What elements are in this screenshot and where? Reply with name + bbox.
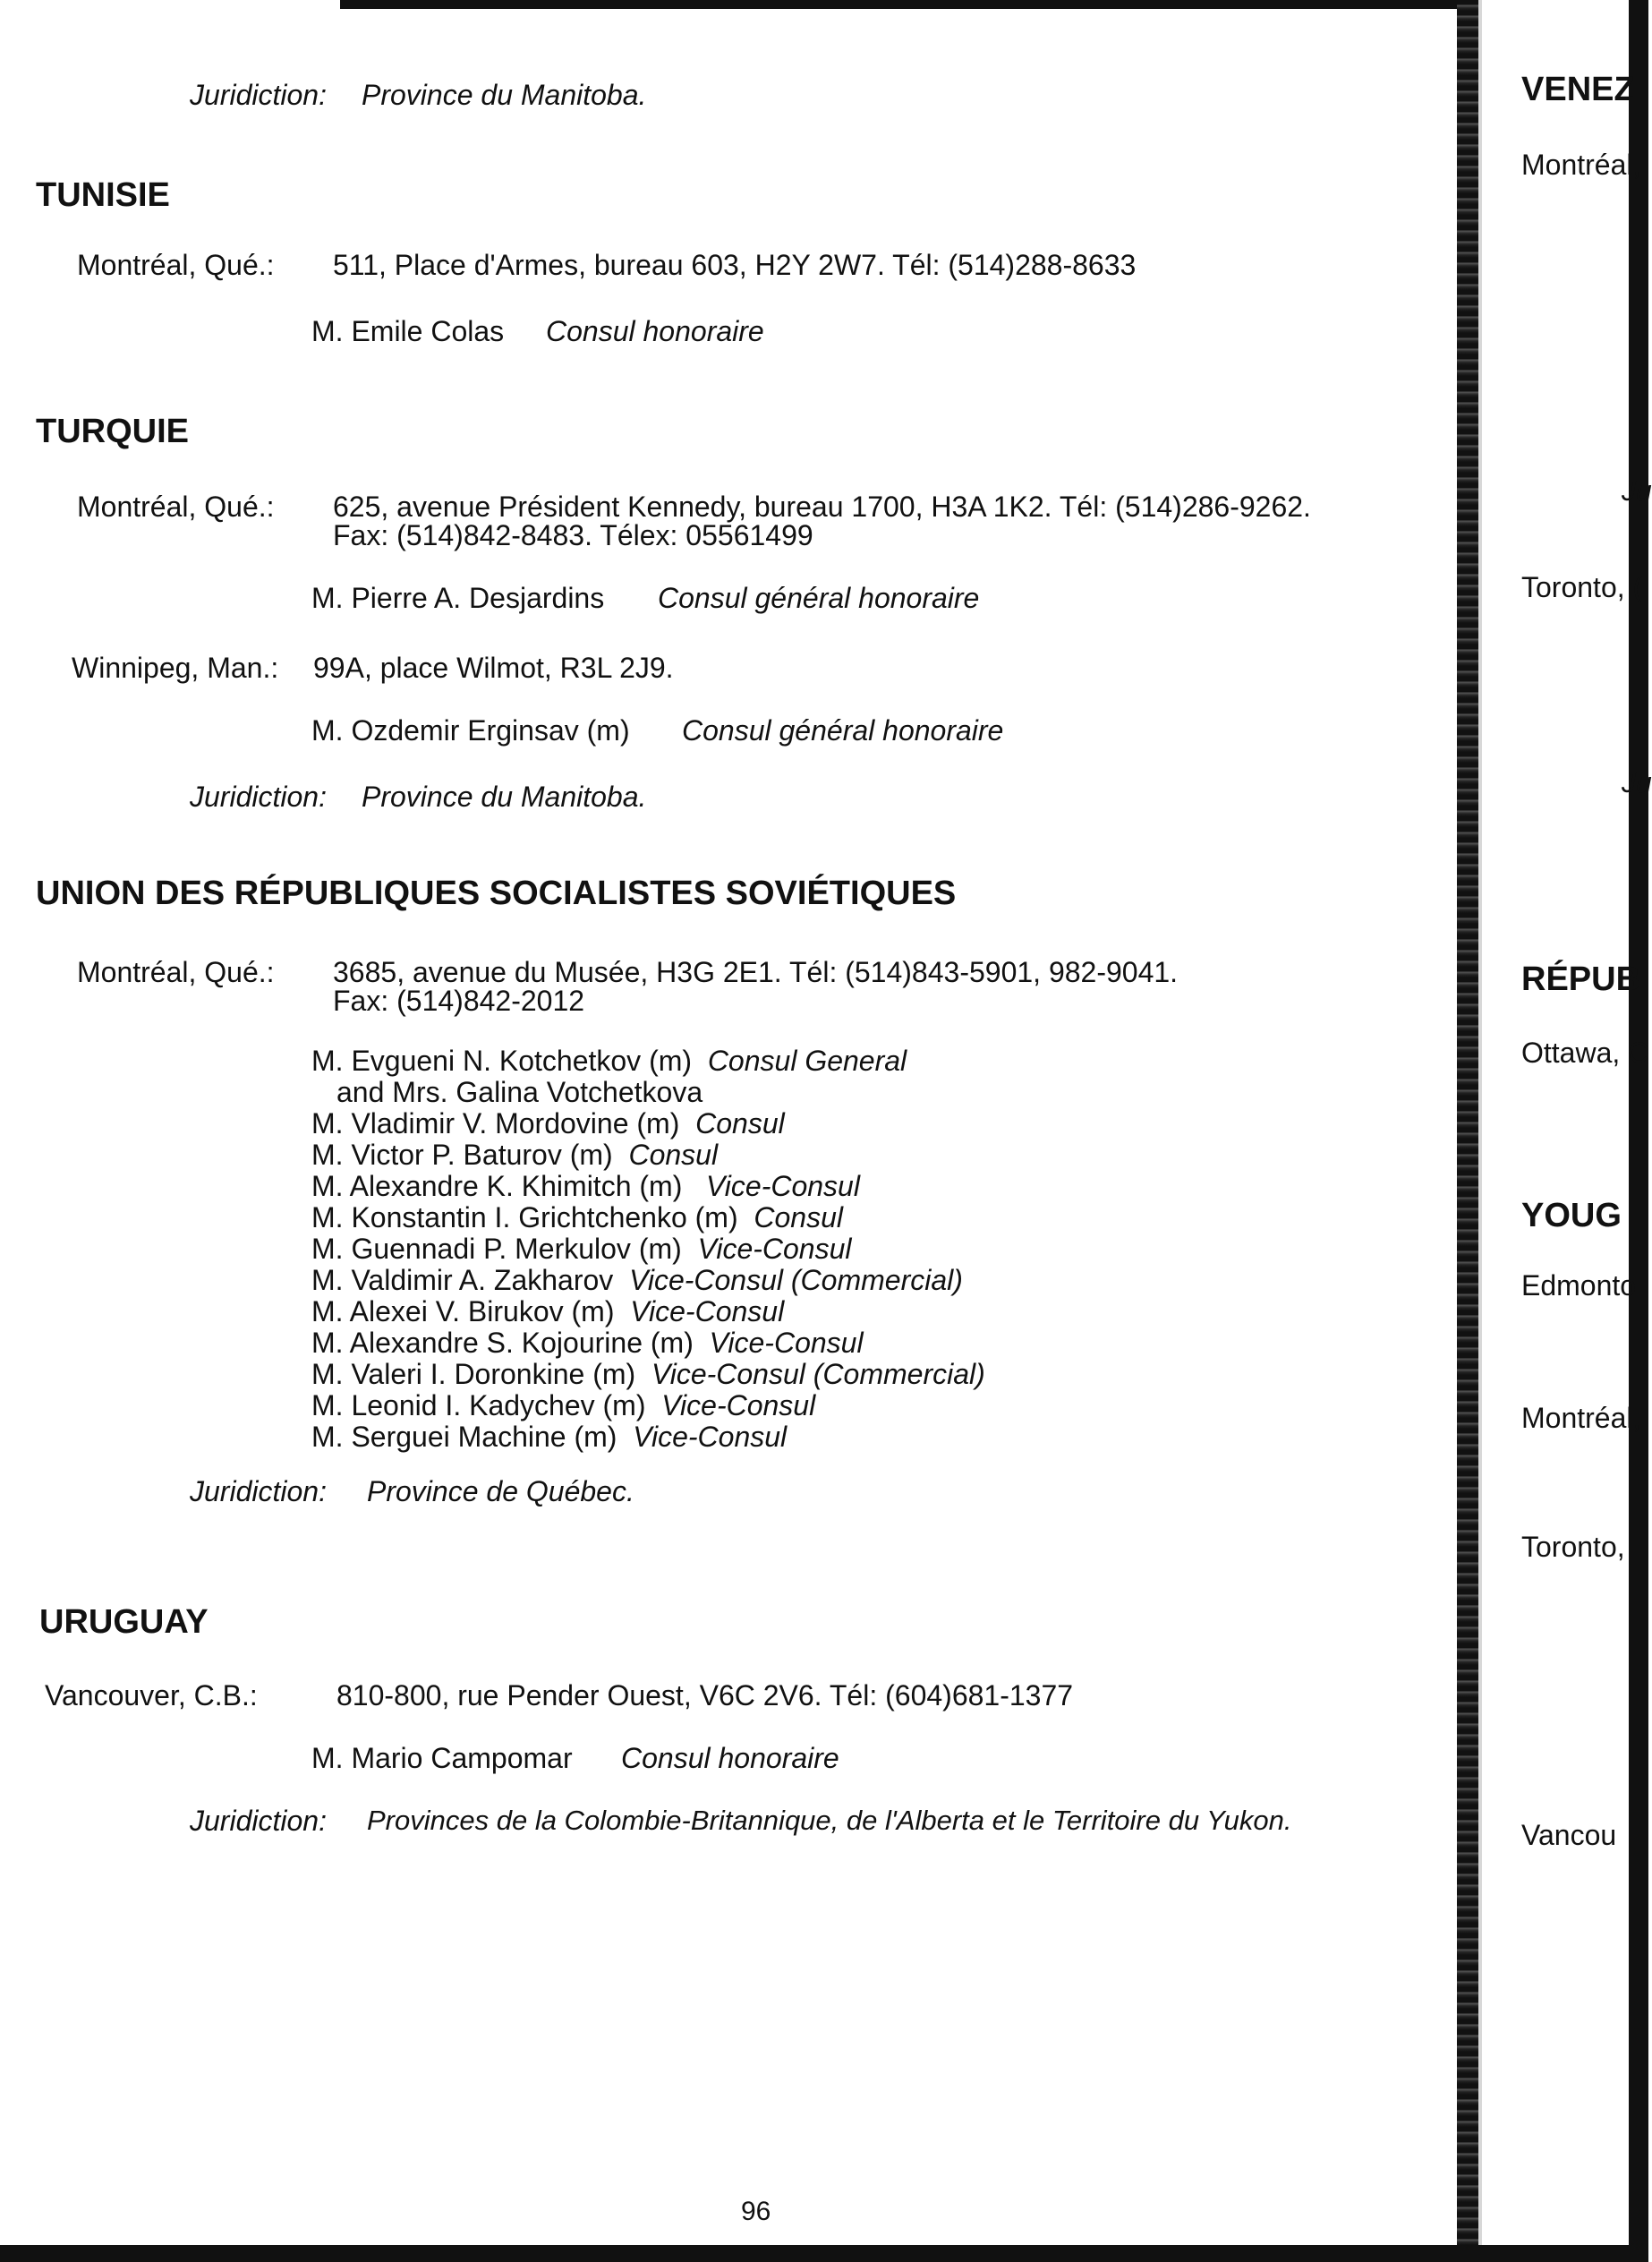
staff-row [311, 1202, 985, 1233]
staff-row [311, 1327, 985, 1359]
staff-title: Vice-Consul [633, 1421, 788, 1453]
right-city-fragment: Toronto, ( [1521, 571, 1643, 603]
person-title: Consul honoraire [621, 1742, 839, 1774]
staff-name: M. Leonid I. Kadychev (m) [311, 1389, 646, 1421]
person-name: M. Mario Campomar [311, 1742, 573, 1774]
office-address-line2: Fax: (514)842-2012 [333, 985, 585, 1017]
staff-title: Vice-Consul [697, 1233, 852, 1265]
staff-row [311, 1421, 985, 1453]
jurisdiction-value: Provinces de la Colombie-Britannique, de l'Alberta et le Territoire du Yukon. [367, 1805, 1292, 1836]
staff-title: Vice-Consul [661, 1389, 816, 1421]
staff-title: Consul General [707, 1045, 907, 1077]
jurisdiction-value: Province de Québec. [367, 1475, 634, 1507]
right-city-fragment: Montréal, [1521, 149, 1641, 181]
staff-row [311, 1171, 985, 1202]
staff-name: M. Alexei V. Birukov (m) [311, 1295, 615, 1327]
staff-row [311, 1390, 985, 1421]
heading-urss: UNION DES RÉPUBLIQUES SOCIALISTES SOVIÉTIQUES [36, 875, 957, 912]
staff-title: Vice-Consul (Commercial) [651, 1358, 985, 1390]
staff-row [311, 1359, 985, 1390]
person-title: Consul honoraire [546, 315, 764, 347]
jurisdiction-label: Juridiction: [190, 1805, 327, 1837]
right-city-fragment: Ottawa, C [1521, 1037, 1649, 1069]
staff-name: M. Alexandre K. Khimitch (m) [311, 1170, 683, 1202]
person-title: Consul général honoraire [658, 582, 980, 614]
right-city-fragment: Edmonto [1521, 1269, 1637, 1302]
right-heading-fragment: RÉPUB [1521, 960, 1641, 998]
person-name: M. Ozdemir Erginsav (m) [311, 714, 630, 747]
right-city-fragment: Montréal, [1521, 1402, 1641, 1434]
staff-row [311, 1140, 985, 1171]
office-city: Montréal, Qué.: [77, 491, 275, 523]
staff-name: M. Alexandre S. Kojourine (m) [311, 1327, 694, 1359]
staff-name: M. Vladimir V. Mordovine (m) [311, 1107, 680, 1140]
office-address: 99A, place Wilmot, R3L 2J9. [313, 652, 674, 684]
scan-right-edge [1629, 0, 1648, 2262]
staff-name: M. Konstantin I. Grichtchenko (m) [311, 1201, 738, 1233]
office-address: 3685, avenue du Musée, H3G 2E1. Tél: (514)843-5901, 982-9041. [333, 956, 1179, 988]
staff-name: M. Valeri I. Doronkine (m) [311, 1358, 636, 1390]
staff-row [311, 1077, 985, 1108]
staff-name: M. Evgueni N. Kotchetkov (m) [311, 1045, 693, 1077]
staff-title: Vice-Consul [706, 1170, 860, 1202]
staff-row [311, 1296, 985, 1327]
staff-title: Consul [695, 1107, 785, 1140]
heading-turquie: TURQUIE [36, 413, 189, 450]
page-number: 96 [741, 2197, 771, 2226]
jurisdiction-label: Juridiction: [190, 781, 327, 813]
office-address: 625, avenue Président Kennedy, bureau 1700, H3A 1K2. Tél: (514)286-9262. [333, 491, 1311, 523]
scan-bottom-edge [0, 2245, 1648, 2262]
staff-row [311, 1108, 985, 1140]
jurisdiction-label: Juridiction: [190, 79, 327, 111]
staff-title: Consul [754, 1201, 843, 1233]
person-title: Consul général honoraire [682, 714, 1004, 747]
staff-title: Vice-Consul [630, 1295, 785, 1327]
staff-name: M. Victor P. Baturov (m) [311, 1139, 613, 1171]
office-city: Winnipeg, Man.: [72, 652, 279, 684]
office-city: Montréal, Qué.: [77, 956, 275, 988]
right-jurisdiction-fragment: Ju [1622, 474, 1652, 507]
scan-top-edge [340, 0, 1477, 9]
jurisdiction-value: Province du Manitoba. [362, 781, 647, 813]
office-address-line2: Fax: (514)842-8483. Télex: 05561499 [333, 519, 813, 551]
staff-name: M. Serguei Machine (m) [311, 1421, 617, 1453]
staff-title: Consul [628, 1139, 719, 1171]
right-city-fragment: Vancou [1521, 1819, 1617, 1851]
staff-list [311, 1046, 985, 1453]
heading-uruguay: URUGUAY [39, 1603, 209, 1641]
office-address: 810-800, rue Pender Ouest, V6C 2V6. Tél: (604)681-1377 [336, 1679, 1074, 1711]
right-jurisdiction-fragment: Ju [1622, 766, 1652, 798]
jurisdiction-value: Province du Manitoba. [362, 79, 647, 111]
staff-row [311, 1265, 985, 1296]
staff-row [311, 1046, 985, 1077]
heading-tunisie: TUNISIE [36, 176, 170, 214]
office-address: 511, Place d'Armes, bureau 603, H2Y 2W7. Tél: (514)288-8633 [333, 249, 1137, 281]
staff-name: M. Guennadi P. Merkulov (m) [311, 1233, 682, 1265]
right-city-fragment: Toronto, [1521, 1531, 1625, 1563]
right-heading-fragment: VENEZ [1521, 71, 1635, 108]
person-name: M. Pierre A. Desjardins [311, 582, 605, 614]
book-spine [1457, 0, 1480, 2262]
staff-title: Vice-Consul (Commercial) [629, 1264, 963, 1296]
staff-title: Vice-Consul [709, 1327, 864, 1359]
office-city: Montréal, Qué.: [77, 249, 275, 281]
spine-edge [1478, 0, 1482, 2262]
person-name: M. Emile Colas [311, 315, 505, 347]
office-city: Vancouver, C.B.: [45, 1679, 258, 1711]
staff-row [311, 1233, 985, 1265]
staff-name: M. Valdimir A. Zakharov [311, 1264, 614, 1296]
jurisdiction-label: Juridiction: [190, 1475, 327, 1507]
staff-name: and Mrs. Galina Votchetkova [336, 1076, 703, 1108]
right-heading-fragment: YOUG [1521, 1197, 1622, 1234]
